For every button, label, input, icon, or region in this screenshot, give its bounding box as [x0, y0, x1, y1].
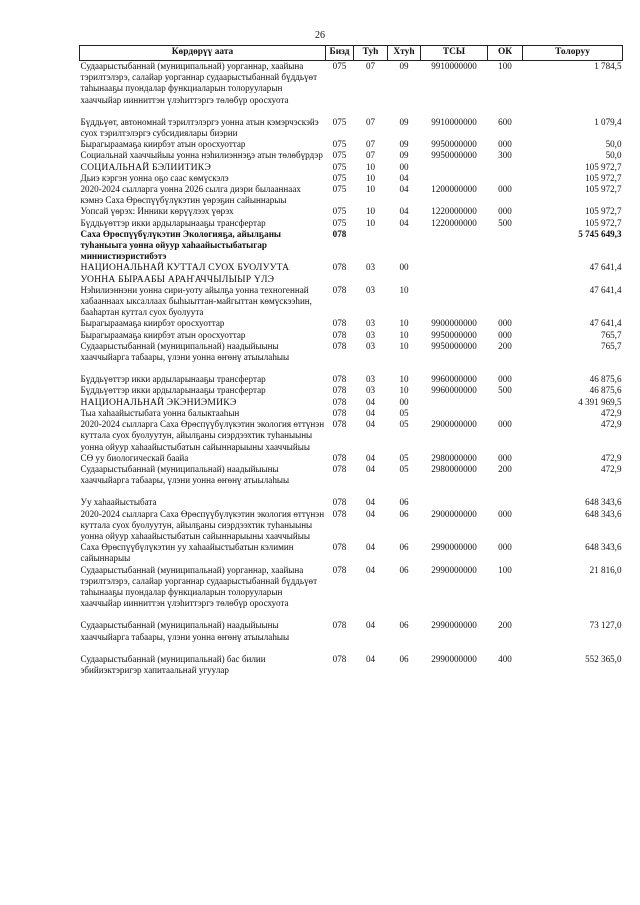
cell-name: Судаарыстыбаннай (муниципальнай) наадыйыыны хааччыйарга табаары, үлэни уонна өҥөнү атыылаhыы — [80, 463, 290, 486]
cell-ok: 000 — [498, 318, 512, 329]
cell-b: 078 — [332, 374, 347, 385]
cell-h: 06 — [399, 508, 409, 519]
table-row — [80, 397, 623, 408]
cell-b: 075 — [332, 184, 347, 195]
cell-t: 03 — [365, 374, 376, 385]
cell-b: 078 — [332, 508, 347, 519]
cell-tsy: 1200000000 — [431, 184, 477, 195]
cell-t: 04 — [365, 419, 376, 430]
cell-ok — [488, 262, 523, 284]
cell-name: Судаарыстыбаннай (муниципальнай) наадыйыыны хааччыйарга табаары, үлэни уонна өҥөнү атыылаhыы — [80, 340, 290, 363]
cell-b: 078 — [332, 262, 347, 273]
cell-val: 105 972,7 — [585, 217, 622, 228]
cell-h: 10 — [399, 340, 409, 351]
cell-name: СӨ уу биологическай баайа — [80, 452, 189, 463]
cell-ok: 100 — [498, 564, 512, 575]
cell-tsy: 2990000000 — [431, 620, 477, 631]
cell-b: 078 — [332, 497, 347, 508]
cell-ok: 300 — [498, 150, 512, 161]
cell-tsy — [421, 497, 488, 508]
cell-t: 03 — [365, 318, 376, 329]
cell-b: 078 — [332, 318, 347, 329]
cell-b: 075 — [332, 116, 347, 127]
cell-name: Дьиэ кэргэн уонна оҕо саас көмүскэлэ — [80, 172, 229, 183]
col-header-b: Бизд — [326, 46, 354, 61]
table-row — [80, 61, 623, 106]
page-number: 26 — [315, 30, 325, 41]
cell-val: 46 875,6 — [589, 385, 622, 396]
cell-val: 105 972,7 — [585, 172, 622, 183]
cell-ok — [488, 229, 523, 263]
cell-h: 09 — [399, 139, 409, 150]
cell-tsy: 2990000000 — [431, 564, 477, 575]
cell-val: 648 343,6 — [585, 542, 622, 553]
cell-name: Судаарыстыбаннай (муниципальнай) наадыйыыны хааччыйарга табаары, үлэни уонна өҥөнү атыылаhыы — [80, 620, 290, 642]
table-row — [80, 385, 623, 396]
cell-name: Саха Өрөспүүбүлүкэтин Экологияҕа, айылҕаны туhаныыга уонна ойуур хаhаайыстыбатыгар миниистиэристибэтэ — [80, 228, 282, 262]
cell-val: 105 972,7 — [585, 161, 622, 172]
table-row — [80, 318, 623, 329]
table-row — [80, 218, 623, 229]
cell-ok: 100 — [498, 61, 512, 71]
cell-val: 1 784,5 — [594, 61, 622, 71]
cell-t: 03 — [365, 262, 376, 273]
cell-tsy: 2980000000 — [431, 452, 477, 463]
table-row — [80, 620, 623, 642]
cell-tsy: 2990000000 — [431, 542, 477, 553]
cell-t: 04 — [365, 542, 376, 553]
cell-tsy: 9900000000 — [431, 318, 477, 329]
cell-name: Бырагыраамаҕа киирбэт оросхуоттар — [80, 318, 225, 329]
budget-table — [79, 45, 623, 676]
cell-val: 648 343,6 — [585, 508, 622, 519]
cell-h: 10 — [399, 374, 409, 385]
cell-name: Тыа хаhаайыстыбата уонна балыктааhын — [80, 407, 240, 418]
cell-val: 472,9 — [601, 463, 622, 474]
cell-ok: 200 — [498, 463, 512, 474]
cell-val: 50,0 — [605, 139, 622, 150]
cell-name: Саха Өрөспүүбүлүкэтин уу хаhаайыстыбатын кэлимин сайыннарыы — [80, 542, 294, 564]
table-row — [80, 464, 623, 486]
spacer-cell — [80, 609, 623, 620]
cell-t: 03 — [365, 385, 376, 396]
cell-val: 47 641,4 — [589, 284, 622, 295]
cell-val: 1 079,4 — [594, 116, 622, 127]
cell-h: 04 — [399, 217, 409, 228]
cell-tsy — [421, 262, 488, 284]
cell-tsy: 9910000000 — [431, 61, 477, 71]
table-row — [80, 565, 623, 610]
cell-t: 04 — [365, 407, 376, 418]
cell-b: 075 — [332, 217, 347, 228]
table-body — [80, 61, 623, 677]
cell-h: 06 — [399, 653, 409, 664]
cell-ok: 400 — [498, 653, 512, 664]
table-row — [80, 117, 623, 139]
cell-val: 73 127,0 — [589, 620, 622, 631]
cell-h: 05 — [399, 419, 409, 430]
cell-t: 03 — [365, 340, 376, 351]
cell-val: 105 972,7 — [585, 206, 622, 217]
cell-t: 04 — [365, 564, 376, 575]
cell-tsy — [421, 408, 488, 419]
cell-t: 07 — [365, 116, 376, 127]
cell-t: 04 — [365, 396, 376, 407]
cell-t: 03 — [365, 284, 376, 295]
cell-val: 47 641,4 — [589, 262, 622, 273]
cell-t: 07 — [365, 61, 376, 71]
cell-tsy: 9950000000 — [431, 139, 477, 150]
cell-val: 472,9 — [601, 452, 622, 463]
cell-t: 10 — [365, 206, 376, 217]
cell-name: Бүддьүөттэр икки ардыларынааҕы трансфертар — [80, 374, 266, 385]
cell-ok — [488, 497, 523, 508]
cell-b: 078 — [332, 340, 347, 351]
cell-tsy: 2990000000 — [431, 653, 477, 664]
table-row — [80, 542, 623, 564]
cell-b: 078 — [332, 396, 347, 407]
cell-tsy: 2900000000 — [431, 419, 477, 430]
cell-h: 10 — [399, 329, 409, 340]
cell-h: 09 — [399, 150, 409, 161]
cell-b: 075 — [332, 150, 347, 161]
cell-h — [388, 229, 421, 263]
cell-h: 06 — [399, 542, 409, 553]
cell-h: 00 — [399, 396, 409, 407]
cell-b: 078 — [332, 329, 347, 340]
table-row — [80, 374, 623, 385]
cell-h: 00 — [399, 161, 409, 172]
cell-b: 078 — [332, 653, 347, 664]
cell-val: 21 816,0 — [589, 564, 622, 575]
cell-name: Бүддьүөт, автономнай тэрилтэлэргэ уонна атын кэмэрчэскэйэ суох тэрилтэлэргэ субсидиялары биэрии — [80, 116, 319, 139]
cell-val: 552 365,0 — [585, 653, 622, 664]
table-row — [80, 419, 623, 453]
cell-val: 765,7 — [601, 329, 622, 340]
col-header-name: Көрдөрүү аата — [80, 46, 326, 61]
col-header-h: Хтуh — [388, 46, 421, 61]
row-spacer — [80, 486, 623, 497]
cell-name: НАЦИОНАЛЬНАЙ ЭКЭНИЭМИКЭ — [80, 396, 237, 408]
cell-h: 04 — [399, 206, 409, 217]
cell-t: 03 — [365, 329, 376, 340]
cell-ok: 000 — [498, 206, 512, 217]
cell-b: 078 — [332, 542, 347, 553]
cell-ok: 600 — [498, 116, 512, 127]
cell-val: 47 641,4 — [589, 318, 622, 329]
cell-name: Нэһилиэннэни уонна сири-уоту айылҕа уонна техногеннай хабааннаах ыксаллаах быһыыттан-майгыттан көмүскээһин, бааһартан куттал суох буолуута — [80, 284, 312, 318]
cell-t: 04 — [365, 497, 376, 508]
cell-val: 4 391 969,5 — [578, 396, 622, 407]
spacer-cell — [80, 106, 623, 117]
cell-ok: 000 — [498, 184, 512, 195]
table-row — [80, 206, 623, 217]
cell-name: 2020-2024 сылларга Саха Өрөспүүбүлүкэтин экология өттүнэн куттала суох буолуутун, айылҕаны сиэрдээхтик туhаныыны уонна ойуур хаhаайыстыбатын сайыннарыыны хааччыйыы — [80, 508, 325, 541]
cell-tsy: 9910000000 — [431, 116, 477, 127]
cell-val: 472,9 — [601, 419, 622, 430]
table-row — [80, 162, 623, 173]
cell-tsy — [421, 229, 488, 263]
cell-h: 10 — [399, 318, 409, 329]
cell-tsy — [421, 285, 488, 319]
cell-ok — [488, 173, 523, 184]
cell-t: 04 — [365, 452, 376, 463]
cell-name: Судаарыстыбаннай (муниципальнай) уорганнар, хаайына тэрилтэлэрэ, салайар уорганнар судаарыстыбаннай бүддьүөт таhынааҕы пуондалар функциаларын толорууларын хааччыйар иинниттэн үлэhиттэргэ төлөбүр оросхуота — [80, 61, 318, 105]
table-row — [80, 229, 623, 263]
cell-b: 078 — [332, 407, 347, 418]
cell-b: 075 — [332, 161, 347, 172]
cell-val: 46 875,6 — [589, 374, 622, 385]
cell-ok: 500 — [498, 385, 512, 396]
table-row — [80, 285, 623, 319]
cell-ok: 000 — [498, 374, 512, 385]
cell-t: 07 — [365, 150, 376, 161]
table-row — [80, 139, 623, 150]
cell-ok: 000 — [498, 542, 512, 553]
col-header-tsy: ТСЫ — [421, 46, 488, 61]
cell-t: 10 — [365, 184, 376, 195]
cell-tsy: 9950000000 — [431, 329, 477, 340]
cell-b: 075 — [332, 206, 347, 217]
cell-tsy — [421, 162, 488, 173]
row-spacer — [80, 643, 623, 654]
cell-name: Бырагыраамаҕа киирбэт атын оросхуоттар — [80, 139, 246, 150]
table-row — [80, 184, 623, 206]
cell-h: 05 — [399, 463, 409, 474]
cell-b: 078 — [332, 620, 347, 631]
cell-b: 078 — [332, 463, 347, 474]
cell-ok — [488, 162, 523, 173]
cell-b: 078 — [332, 228, 347, 239]
cell-t: 07 — [365, 139, 376, 150]
cell-b: 075 — [332, 61, 347, 71]
cell-name: СОЦИАЛЬНАЙ БЭЛИИТИКЭ — [80, 161, 212, 173]
col-header-val: Толоруу — [523, 46, 623, 61]
cell-h: 09 — [399, 116, 409, 127]
row-spacer — [80, 609, 623, 620]
cell-val: 765,7 — [601, 340, 622, 351]
cell-val: 5 745 649,3 — [578, 228, 622, 239]
table-row — [80, 509, 623, 543]
cell-tsy: 9960000000 — [431, 385, 477, 396]
cell-ok: 500 — [498, 217, 512, 228]
cell-ok: 200 — [498, 620, 512, 631]
cell-t: 10 — [365, 217, 376, 228]
cell-h: 09 — [399, 61, 409, 71]
table-row — [80, 262, 623, 284]
table-row — [80, 341, 623, 363]
table-row — [80, 330, 623, 341]
cell-h: 00 — [399, 262, 409, 273]
cell-val: 50,0 — [605, 150, 622, 161]
cell-ok: 000 — [498, 452, 512, 463]
cell-ok: 000 — [498, 508, 512, 519]
cell-h: 06 — [399, 620, 409, 631]
spacer-cell — [80, 486, 623, 497]
cell-val: 105 972,7 — [585, 184, 622, 195]
table-row — [80, 453, 623, 464]
cell-b: 078 — [332, 419, 347, 430]
cell-t — [354, 229, 388, 263]
cell-b: 078 — [332, 452, 347, 463]
spacer-cell — [80, 363, 623, 374]
cell-h: 10 — [399, 385, 409, 396]
cell-tsy — [421, 173, 488, 184]
cell-h: 05 — [399, 407, 409, 418]
cell-ok: 000 — [498, 419, 512, 430]
cell-b: 075 — [332, 172, 347, 183]
cell-h: 06 — [399, 564, 409, 575]
cell-h: 10 — [399, 284, 409, 295]
cell-name: НАЦИОНАЛЬНАЙ КУТТАЛ СУОХ БУОЛУУТА УОННА БЫРААБЫ АРАҤАЧЧЫЛЫЫР ҮЛЭ — [80, 262, 290, 285]
cell-name: Социальнай хааччыйыы уонна нэһилиэннэҕэ атын төлөбүрдэр — [80, 150, 323, 161]
cell-b: 078 — [332, 284, 347, 295]
cell-t: 04 — [365, 508, 376, 519]
cell-tsy: 2980000000 — [431, 463, 477, 474]
table-row — [80, 497, 623, 508]
cell-tsy: 2900000000 — [431, 508, 477, 519]
cell-name: Бүддьүөттэр икки ардыларынааҕы трансфертар — [80, 385, 266, 396]
cell-name: Бырагыраамаҕа киирбэт атын оросхуоттар — [80, 329, 246, 340]
cell-val: 472,9 — [601, 407, 622, 418]
cell-b: 075 — [332, 139, 347, 150]
cell-ok: 000 — [498, 329, 512, 340]
table-row — [80, 654, 623, 676]
cell-b: 078 — [332, 385, 347, 396]
cell-tsy: 9950000000 — [431, 150, 477, 161]
col-header-t: Туh — [354, 46, 388, 61]
cell-h: 06 — [399, 497, 409, 508]
table-row — [80, 408, 623, 419]
spacer-cell — [80, 643, 623, 654]
table-header-row — [80, 46, 623, 61]
cell-val: 648 343,6 — [585, 497, 622, 508]
cell-name: 2020-2024 сылларга уонна 2026 сылга диэри былааннаах кэмнэ Саха Өрөспүүбүлүкэтин үөрэҕин сайыннарыы — [80, 184, 301, 206]
cell-b: 078 — [332, 564, 347, 575]
cell-ok: 000 — [498, 139, 512, 150]
cell-t: 10 — [365, 172, 376, 183]
cell-name: Уу хаhаайыстыбата — [80, 497, 157, 508]
cell-name: Судаарыстыбаннай (муниципальнай) бас билии эбийиэктэригэр хапитаальнай угуулар — [80, 653, 266, 675]
table-row — [80, 173, 623, 184]
cell-t: 04 — [365, 653, 376, 664]
row-spacer — [80, 106, 623, 117]
cell-ok — [488, 397, 523, 408]
cell-tsy: 1220000000 — [431, 217, 477, 228]
row-spacer — [80, 363, 623, 374]
cell-h: 05 — [399, 452, 409, 463]
cell-name: Бүддьүөттэр икки ардыларынааҕы трансфертар — [80, 217, 266, 228]
cell-t: 10 — [365, 161, 376, 172]
cell-ok: 200 — [498, 340, 512, 351]
cell-h: 04 — [399, 184, 409, 195]
cell-ok — [488, 408, 523, 419]
cell-t: 04 — [365, 620, 376, 631]
cell-tsy: 1220000000 — [431, 206, 477, 217]
cell-name: Уопсай үөрэх: Инники көрүүлээх үөрэх — [80, 206, 234, 217]
cell-t: 04 — [365, 463, 376, 474]
col-header-ok: ОК — [488, 46, 523, 61]
cell-tsy: 9960000000 — [431, 374, 477, 385]
cell-tsy: 9950000000 — [431, 340, 477, 351]
cell-name: Судаарыстыбаннай (муниципальнай) уорганнар, хаайына тэрилтэлэрэ, салайар уорганнар судаарыстыбаннай бүддьүөт таhынааҕы пуондалар функциаларын толорууларын хааччыйар иинниттэн үлэhиттэргэ төлөбүр оросхуота — [80, 564, 318, 609]
cell-tsy — [421, 397, 488, 408]
cell-name: 2020-2024 сылларга Саха Өрөспүүбүлүкэтин экология өттүнэн куттала суох буолуутун, айылҕаны сиэрдээхтик туhаныыны уонна ойуур хаhаайыстыбатын сайыннарыыны хааччыйыы — [80, 419, 325, 452]
cell-h: 04 — [399, 172, 409, 183]
table-row — [80, 150, 623, 161]
cell-ok — [488, 285, 523, 319]
